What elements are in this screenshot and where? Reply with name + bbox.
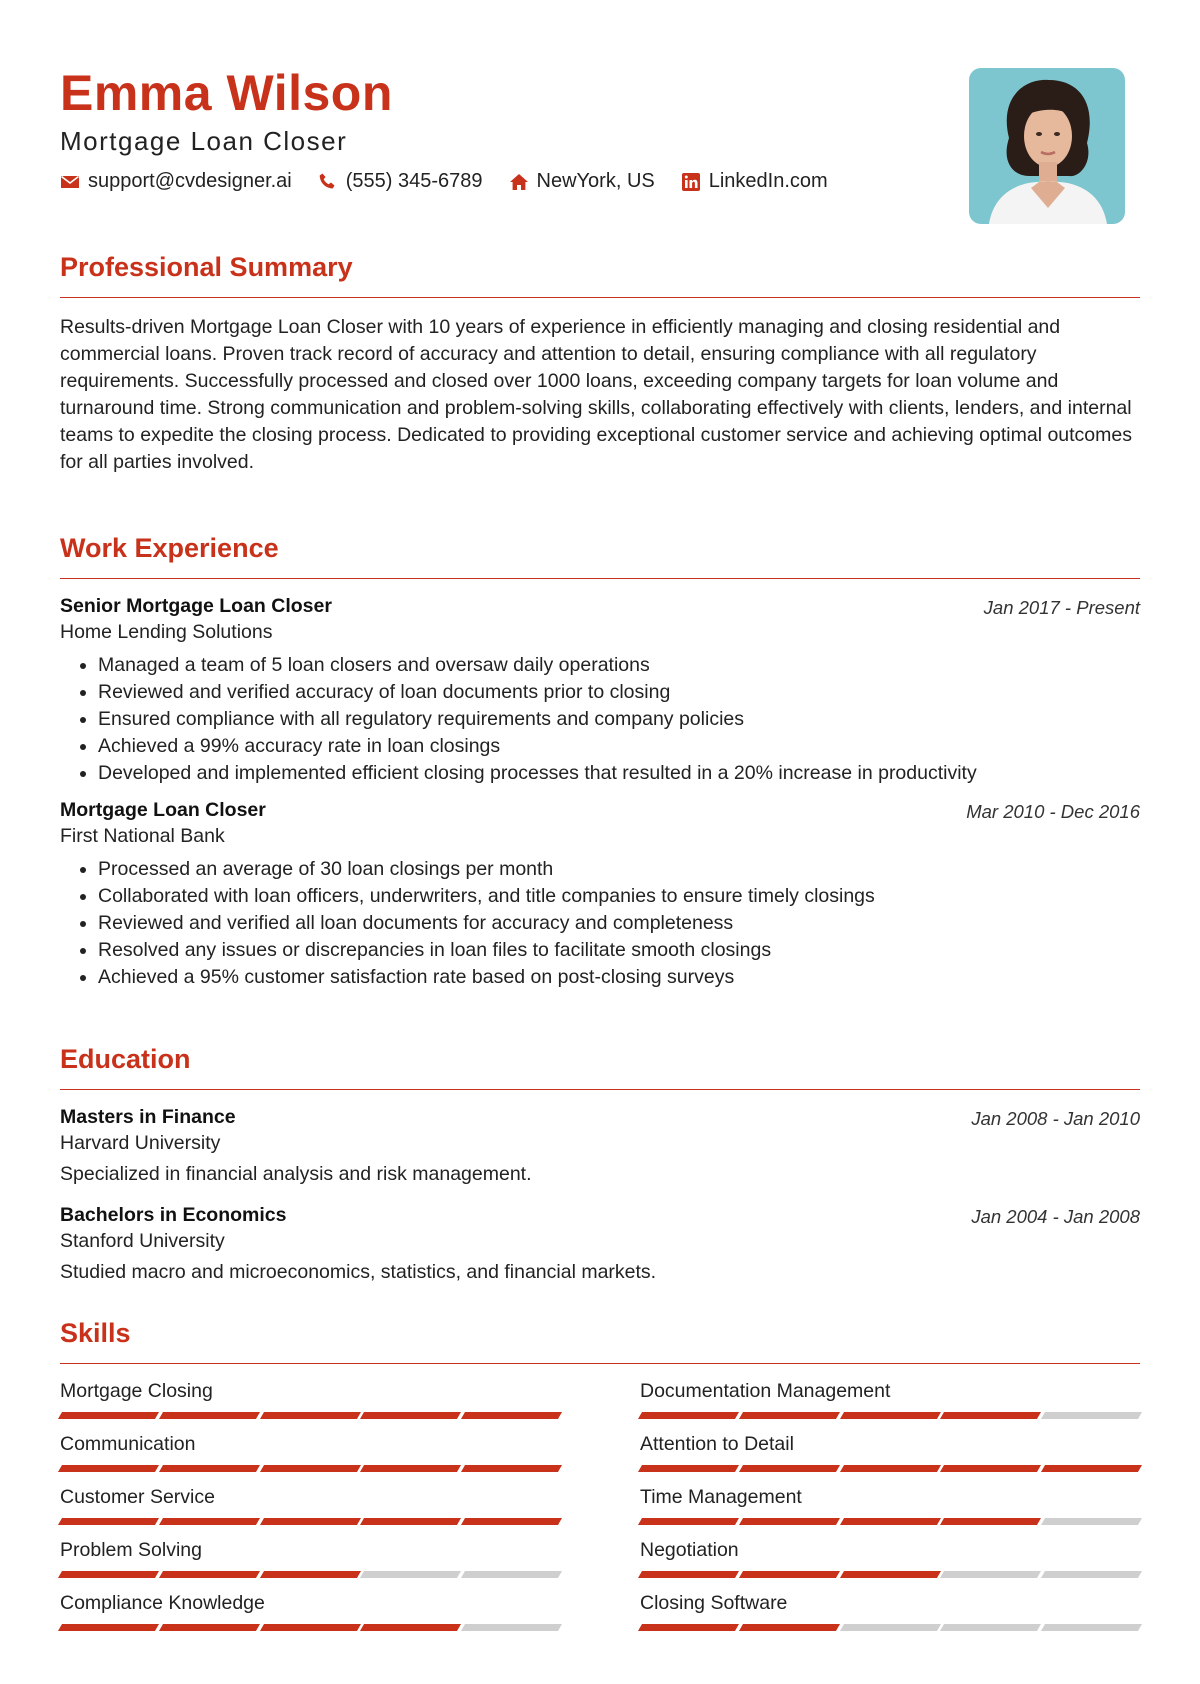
skill-name: Compliance Knowledge [60,1592,265,1614]
skill-segment-filled [739,1571,840,1578]
skill-segment-filled [739,1518,840,1525]
skill-segment-filled [360,1412,461,1419]
contact-list [60,170,828,193]
skills-grid [60,1380,1140,1631]
job-bullet: • Processed an average of 30 loan closings per month [98,856,1140,883]
job-company: Home Lending Solutions [60,621,273,643]
job-bullet: • Achieved a 99% accuracy rate in loan closings [98,733,1140,760]
phone-icon [318,172,338,192]
resume-header [60,60,1140,230]
skill-name: Time Management [640,1486,802,1508]
skill-segment-filled [360,1624,461,1631]
contact-email[interactable] [60,170,292,193]
skill-segment-empty [461,1624,562,1631]
skill-item [640,1592,1140,1631]
job-entry [60,595,1140,787]
skill-segment-empty [360,1571,461,1578]
section-divider [60,578,1140,579]
skill-segment-filled [58,1571,159,1578]
school-name: Harvard University [60,1132,221,1154]
education-section [60,1044,1140,1284]
skill-segment-filled [638,1571,739,1578]
skill-name: Mortgage Closing [60,1380,213,1402]
skill-segment-filled [58,1518,159,1525]
skill-segment-filled [260,1624,361,1631]
skill-name: Documentation Management [640,1380,891,1402]
job-entry [60,799,1140,991]
contact-location [509,170,655,193]
skill-name: Closing Software [640,1592,788,1614]
education-description: Studied macro and microeconomics, statistics, and financial markets. [60,1261,657,1283]
job-bullet: • Managed a team of 5 loan closers and oversaw daily operations [98,652,1140,679]
skill-segment-filled [461,1465,562,1472]
skill-segment-empty [1041,1571,1142,1578]
skill-segment-filled [638,1465,739,1472]
skill-segment-filled [159,1518,260,1525]
skill-rating-bar [60,1518,560,1525]
skill-item [60,1592,560,1631]
job-bullet: • Ensured compliance with all regulatory requirements and company policies [98,706,1140,733]
education-entry [60,1106,1140,1186]
skill-item [60,1486,560,1525]
skill-rating-bar [640,1412,1140,1419]
skill-segment-filled [159,1624,260,1631]
skill-segment-filled [638,1624,739,1631]
job-bullet: • Reviewed and verified accuracy of loan documents prior to closing [98,679,1140,706]
envelope-icon [60,172,80,192]
summary-text: Results-driven Mortgage Loan Closer with 10 years of experience in efficiently managing and closing residential and commercial loans. Proven track record of accuracy and attention to detail, ensuring compliance with all regulatory requirements. Successfully processed and closed over 1000 loans, exceeding company targets for loan volume and turnaround time. Strong communication and problem-solving skills, collaborating effectively with clients, lenders, and internal teams to expedite the closing process. Dedicated to providing exceptional customer service and achieving optimal outcomes for all parties involved. [60,316,1132,473]
skill-segment-filled [159,1465,260,1472]
skill-rating-bar [640,1518,1140,1525]
skill-segment-filled [58,1465,159,1472]
education-dates: Jan 2004 - Jan 2008 [971,1206,1140,1227]
job-title: Mortgage Loan Closer [60,799,266,821]
portrait-illustration [969,68,1125,224]
candidate-title: Mortgage Loan Closer [60,126,348,156]
job-dates: Mar 2010 - Dec 2016 [966,801,1140,822]
section-divider [60,297,1140,298]
skill-item [60,1380,560,1419]
skill-name: Problem Solving [60,1539,202,1561]
skill-rating-bar [640,1571,1140,1578]
skill-name: Customer Service [60,1486,215,1508]
skill-segment-filled [260,1412,361,1419]
contact-location-text: NewYork, US [536,170,655,192]
contact-email-text: support@cvdesigner.ai [88,170,292,192]
job-dates: Jan 2017 - Present [983,597,1140,618]
job-title: Senior Mortgage Loan Closer [60,595,332,617]
job-bullet: • Achieved a 95% customer satisfaction rate based on post-closing surveys [98,964,1140,991]
skill-segment-filled [638,1518,739,1525]
job-bullet: • Resolved any issues or discrepancies in loan files to facilitate smooth closings [98,937,1140,964]
linkedin-icon [681,172,701,192]
job-bullet: • Collaborated with loan officers, underwriters, and title companies to ensure timely closings [98,883,1140,910]
education-entry [60,1204,1140,1284]
skill-segment-filled [1041,1465,1142,1472]
skill-segment-empty [940,1624,1041,1631]
summary-heading: Professional Summary [60,252,353,282]
skill-rating-bar [640,1465,1140,1472]
skill-item [640,1539,1140,1578]
contact-linkedin[interactable] [681,170,828,193]
skill-segment-filled [360,1518,461,1525]
skill-rating-bar [640,1624,1140,1631]
skill-item [640,1433,1140,1472]
skill-segment-filled [58,1412,159,1419]
skills-heading: Skills [60,1318,131,1348]
skill-segment-filled [739,1624,840,1631]
skill-segment-filled [58,1624,159,1631]
job-bullet: • Developed and implemented efficient closing processes that resulted in a 20% increase in productivity [98,760,1140,787]
skill-rating-bar [60,1624,560,1631]
skill-item [60,1433,560,1472]
contact-phone-text: (555) 345-6789 [345,170,483,192]
skill-segment-filled [840,1518,941,1525]
skill-item [640,1486,1140,1525]
skill-segment-filled [840,1465,941,1472]
education-description: Specialized in financial analysis and risk management. [60,1163,532,1185]
profile-photo [969,68,1125,224]
job-bullets [60,856,1140,991]
skill-segment-filled [840,1571,941,1578]
skill-item [60,1539,560,1578]
candidate-name: Emma Wilson [60,65,393,121]
skill-segment-filled [739,1412,840,1419]
section-divider [60,1363,1140,1364]
skill-segment-filled [360,1465,461,1472]
skill-segment-empty [461,1571,562,1578]
skill-segment-empty [1041,1412,1142,1419]
skill-segment-filled [739,1465,840,1472]
skill-segment-filled [260,1518,361,1525]
skill-segment-filled [940,1412,1041,1419]
education-dates: Jan 2008 - Jan 2010 [971,1108,1140,1129]
skill-segment-filled [940,1465,1041,1472]
experience-section [60,533,1140,991]
degree-title: Bachelors in Economics [60,1204,287,1226]
skill-segment-filled [260,1465,361,1472]
experience-heading: Work Experience [60,533,279,563]
skill-segment-empty [1041,1518,1142,1525]
job-company: First National Bank [60,825,225,847]
contact-phone[interactable] [318,170,483,193]
skill-rating-bar [60,1465,560,1472]
skill-name: Attention to Detail [640,1433,794,1455]
skill-segment-filled [461,1412,562,1419]
skill-segment-filled [159,1571,260,1578]
job-bullet: • Reviewed and verified all loan documents for accuracy and completeness [98,910,1140,937]
skill-name: Negotiation [640,1539,739,1561]
home-icon [509,172,529,192]
skill-name: Communication [60,1433,196,1455]
degree-title: Masters in Finance [60,1106,236,1128]
skill-segment-filled [840,1412,941,1419]
summary-section [60,252,1140,476]
skill-segment-empty [1041,1624,1142,1631]
section-divider [60,1089,1140,1090]
school-name: Stanford University [60,1230,225,1252]
job-bullets [60,652,1140,787]
skill-segment-filled [940,1518,1041,1525]
skill-segment-filled [159,1412,260,1419]
skill-item [640,1380,1140,1419]
skill-segment-filled [638,1412,739,1419]
contact-linkedin-text: LinkedIn.com [708,170,828,192]
skill-segment-filled [461,1518,562,1525]
skill-segment-empty [940,1571,1041,1578]
skills-section [60,1318,1140,1631]
skill-rating-bar [60,1571,560,1578]
skill-rating-bar [60,1412,560,1419]
skill-segment-filled [260,1571,361,1578]
skill-segment-empty [840,1624,941,1631]
education-heading: Education [60,1044,191,1074]
